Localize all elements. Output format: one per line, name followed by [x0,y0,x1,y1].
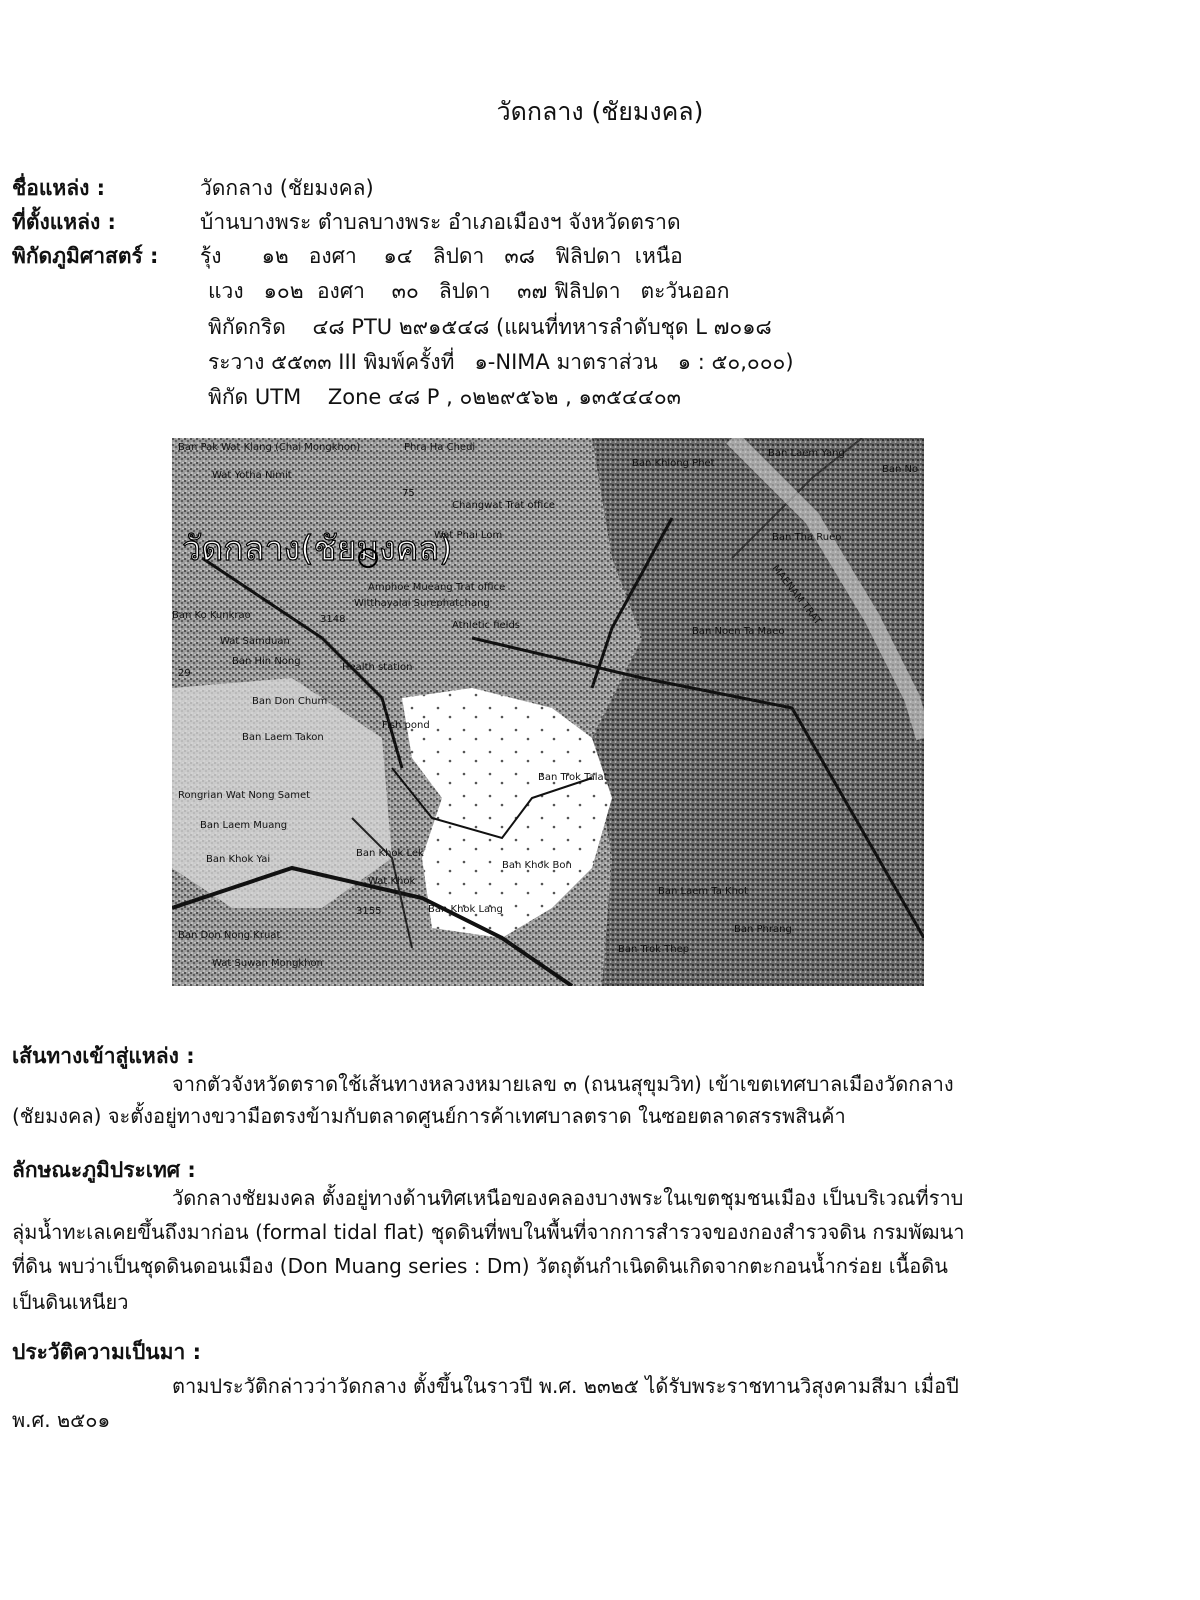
longitude-value: แวง ๑๐๒ องศา ๓๐ ลิปดา ๓๗ ฟิลิปดา ตะวันออก [208,279,730,303]
location-label: ที่ตั้งแหล่ง : [12,210,116,234]
grid-coordinate: พิกัดกริด ๔๘ PTU ๒๙๑๕๔๘ (แผนที่ทหารลำดับชุด L ๗๐๑๘ [208,315,772,339]
map-label: Ban Laem Yang [768,448,845,459]
map-label: Ban Pak Wat Klang (Chai Mongkhon) [178,442,361,453]
map-label: Ban Phrang [734,924,792,935]
topography-line: วัดกลางชัยมงคล ตั้งอยู่ทางด้านทิศเหนือของคลองบางพระในเขตชุมชนเมือง เป็นบริเวณที่ราบ [172,1186,964,1210]
map-label: Ban No [882,464,919,475]
utm-coordinate: พิกัด UTM Zone ๔๘ P , ๐๒๒๙๕๖๒ , ๑๓๕๔๔๐๓ [208,385,682,409]
access-route-line: (ชัยมงคล) จะตั้งอยู่ทางขวามือตรงข้ามกับตลาดศูนย์การค้าเทศบาลตราด ในซอยตลาดสรรพสินค้า [12,1104,846,1128]
map-label: Ban Tha Rueo [772,532,842,543]
topography-line: ลุ่มน้ำทะเลเคยขึ้นถึงมาก่อน (formal tidal flat) ชุดดินที่พบในพื้นที่จากการสำรวจของกองสำรวจดิน กรมพัฒนา [12,1220,965,1244]
map-road-number: 3148 [320,614,346,625]
map-label: Ban Laem Ta Khot [658,886,748,897]
map-label: Phra Ha Chedi [404,442,476,453]
topography-heading: ลักษณะภูมิประเทศ : [12,1158,196,1182]
map-label: Ban Hin Nong [232,656,301,667]
location-value: บ้านบางพระ ตำบลบางพระ อำเภอเมืองฯ จังหวัดตราด [200,210,681,234]
map-overlay-title: วัดกลาง(ชัยมงคล) [182,529,453,569]
map-label: Fish pond [382,720,430,731]
map-label: Ban Laem Takon [242,732,324,743]
geo-coordinates-label: พิกัดภูมิศาสตร์ : [12,244,159,268]
topography-line: ที่ดิน พบว่าเป็นชุดดินดอนเมือง (Don Muang series : Dm) วัตถุต้นกำเนิดดินเกิดจากตะกอนน้ำกร่อย เนื้อดิน [12,1254,948,1278]
map-label: Wat Suwan Mongkhon [212,958,324,969]
map-graphic [172,438,924,986]
access-route-heading: เส้นทางเข้าสู่แหล่ง : [12,1044,195,1068]
map-label: Wat Yotha Nimit [212,470,292,481]
map-sheet-info: ระวาง ๕๕๓๓ III พิมพ์ครั้งที่ ๑-NIMA มาตราส่วน ๑ : ๕๐,๐๐๐) [208,350,794,374]
map-label: Ban Khok Yai [206,854,271,865]
map-label: Athletic fields [452,620,521,631]
page-title: วัดกลาง (ชัยมงคล) [496,97,704,126]
map-label: Ban Noen Ta Maeo [692,626,785,637]
map-label: Ban Khok Bon [502,860,572,871]
map-label: Ban Ko Kunkrao [172,610,251,621]
map-label: Ban Khok Lek [356,848,424,859]
topography-line: เป็นดินเหนียว [12,1290,129,1314]
site-name-label: ชื่อแหล่ง : [12,176,106,200]
history-line: ตามประวัติกล่าวว่าวัดกลาง ตั้งขึ้นในราวปี พ.ศ. ๒๓๒๕ ได้รับพระราชทานวิสุงคามสีมา เมื่อปี [172,1374,959,1398]
map-label: Ban Khok Lang [428,904,503,915]
map-label: Ban Khlong Phet [632,458,715,469]
map-label: Witthayalai Surephatchang [354,598,490,609]
map-river-label: MAENAM TRAT [769,563,824,628]
map-label: Ban Trok Thep [618,944,690,955]
map-label: Rongrian Wat Nong Samet [178,790,311,801]
map-label: Wat Samduan [220,636,290,647]
map-label: Ban Don Nong Kruat [178,930,281,941]
access-route-line: จากตัวจังหวัดตราดใช้เส้นทางหลวงหมายเลข ๓ (ถนนสุขุมวิท) เข้าเขตเทศบาลเมืองวัดกลาง [172,1072,954,1096]
map-label: Ban Don Chum [252,696,328,707]
map-grid-number: 29 [178,668,191,679]
map-road-number: 75 [402,488,415,499]
map-label: Wat Khok [368,876,416,887]
location-map [172,438,924,986]
map-label: Amphoe Mueang Trat office [368,582,506,593]
history-line: พ.ศ. ๒๕๐๑ [12,1408,111,1432]
map-label: Health station [342,662,413,673]
map-label: Changwat Trat office [452,500,555,511]
map-label: Ban Trok Talat [538,772,608,783]
map-label: Ban Laem Muang [200,820,288,831]
history-heading: ประวัติความเป็นมา : [12,1340,201,1364]
map-road-number: 3155 [356,906,382,917]
site-name-value: วัดกลาง (ชัยมงคล) [200,176,374,200]
latitude-value: รุ้ง ๑๒ องศา ๑๔ ลิปดา ๓๘ ฟิลิปดา เหนือ [200,244,683,268]
map-label: Wat Phai Lom [434,530,503,541]
